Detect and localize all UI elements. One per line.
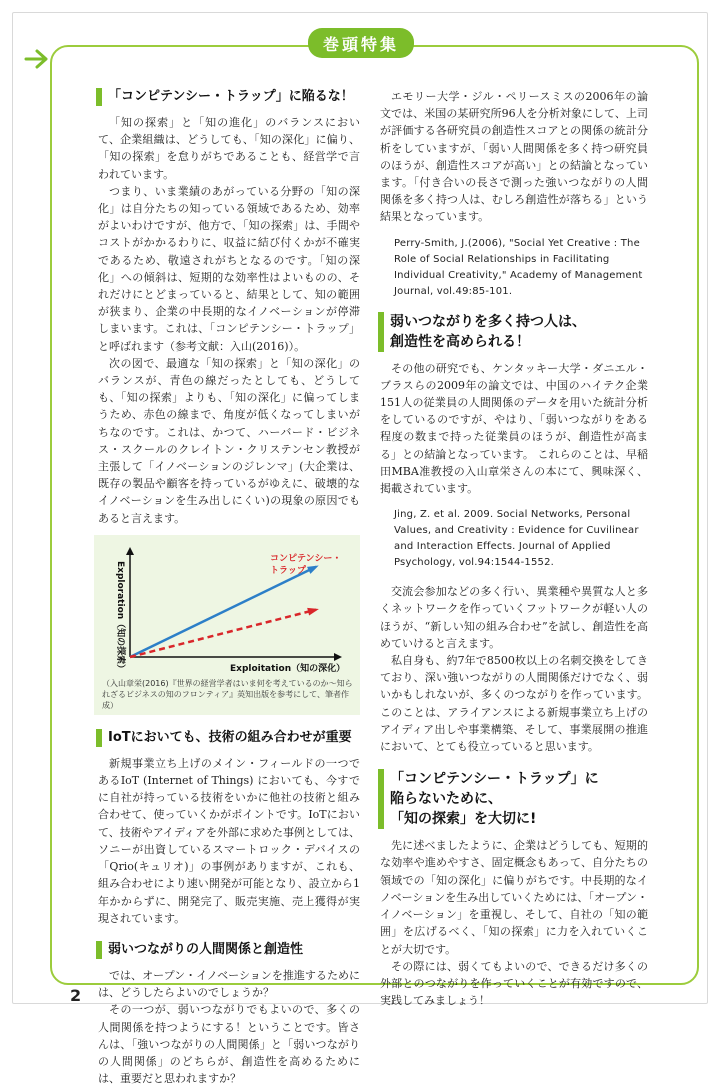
x-axis-arrowhead xyxy=(334,653,342,661)
left-column xyxy=(98,88,360,1087)
exploration-exploitation-chart xyxy=(94,535,360,715)
heading-line: 陥らないために、 xyxy=(390,791,502,808)
paragraph: では、オープン・イノベーションを推進するためには、どうしたらよいのでしょうか？ xyxy=(98,968,360,1000)
paragraph: 交流会参加などの多く行い、異業種や異質な人と多くネットワークを作っていくフットワークが軽い人のほうが、“新しい知の組み合わせ”を試し、創造性を高めていけると言えます。 xyxy=(380,585,648,650)
paragraph: つまり、いま業績のあがっている分野の「知の深化」は自分たちの知っている領域であるため、効率がよいわけですが、他方で、「知の探索」は、手間やコストがかかるわりに、収益に結び付くかが不確実であるため、敬遠されがちとなるのです。「知の深化」への傾斜は、短期的な効率性はよいものの、それだけにとどまっていると、結果として、知の範囲が狭まり、企業の中長期的なイノベーションが停滞しまいます。これは、「コンピテンシー・トラップ」と呼ばれます（参考文献：入山(2016)）。 xyxy=(98,184,360,353)
x-axis-label: Exploitation（知の深化） xyxy=(230,663,346,674)
arrow-right-icon xyxy=(24,48,50,70)
section-heading-iot: IoTにおいても、技術の組み合わせが重要 xyxy=(96,729,360,747)
paragraph: 「知の探索」と「知の進化」のバランスにおいて、企業組織は、どうしても、「知の深化」に偏り、「知の探索」を怠りがちであることも、経営学で言われています。 xyxy=(98,116,360,181)
heading-line: 創造性を高められる！ xyxy=(390,333,530,350)
series-line-1 xyxy=(130,567,316,657)
reference-jing: Jing, Z. et al. 2009. Social Networks, Personal Values, and Creativity : Evidence for Cuvilinear and Interaction Effects. Journal of Applied Psychology, vol.94:1544-1552. xyxy=(394,509,639,569)
reference-perry-smith: Perry-Smith, J.(2006), "Social Yet Creative : The Role of Social Relationships in Facilitating Individual Creativity," Academy of Management Journal, vol.49:85-101. xyxy=(394,237,643,297)
paragraph: 先に述べましたように、企業はどうしても、短期的な効率や進めやすさ、固定概念もあって、自分たちの領域での「知の深化」に偏りがちです。中長期的なイノベーションを生み出していくためには、「オープン・イノベーション」を重視し、そして、自社の「知の範囲」を広げるべく、「知の探索」に力を入れていくことが大切です。 xyxy=(380,839,648,956)
series-annotation-label: トラップ xyxy=(270,565,306,576)
right-column xyxy=(380,88,648,1009)
series-annotation-label: コンピテンシー・ xyxy=(270,553,342,564)
heading-line: 弱いつながりを多く持つ人は、 xyxy=(390,313,586,330)
series-arrowhead-1 xyxy=(307,565,319,573)
section-heading-avoid-trap xyxy=(378,769,648,829)
heading-line: 「コンピテンシー・トラップ」に xyxy=(390,771,599,788)
series-line-2 xyxy=(130,610,316,657)
paragraph: 次の図で、最適な「知の探索」と「知の深化」のバランスが、青色の線だったとしても、どうしても、「知の探索」よりも、「知の深化」に偏ってしまうため、赤色の線まで、角度が低くなってしまいがちなのです。これは、かつて、ハーバード・ビジネス・スクールのクレイトン・クリステンセン教授が主張して「イノベーションのジレンマ」(大企業は、既存の製品や顧客を持っているがゆえに、破壊的なイノベーションを生み出しにくい)の現象の原因でもあると言えます。 xyxy=(98,356,360,525)
section-heading-weak-ties: 弱いつながりの人間関係と創造性 xyxy=(96,941,360,959)
chart-caption: （入山章栄(2016)『世界の経営学者はいま何を考えているのか～知られざるビジネスの知のフロンティア』英知出版を参考にして、筆者作成） xyxy=(102,678,353,710)
paragraph: その一つが、弱いつながりでもよいので、多くの人間関係を持つようにする！ということです。皆さんは、「強いつながりの人間関係」と「弱いつながりの人間関係」のどちらが、創造性を高めるためには、重要だと思われますか？ xyxy=(98,1003,360,1086)
section-heading-weak-ties-creativity xyxy=(378,312,648,352)
paragraph: 新規事業立ち上げのメイン・フィールドの一つであるIoT (Internet of Things) においても、今すでに自社が持っている技術をいかに他社の技術と組み合わせて、使っていくかがポイントです。IoTにおいて、技術やアイディアを外部に求めた事例としては、ソニーが出資しているスマートロック・デバイスの「Qrio(キュリオ)」の事例がありますが、これも、組み合わせにより速い開発が可能となり、設立から1年かからずに、開発完了、販売実施、売上獲得が実現されています。 xyxy=(98,756,360,925)
y-axis-arrowhead xyxy=(126,547,134,555)
section-heading-competency-trap: 「コンピテンシー・トラップ」に陥るな！ xyxy=(96,88,360,106)
paragraph: その際には、弱くてもよいので、できるだけ多くの外部とのつながりを作っていくことが有効ですので、実践してみましょう！ xyxy=(380,959,648,1008)
page-number: 2 xyxy=(70,986,82,1005)
paragraph: その他の研究でも、ケンタッキー大学・ダニエル・ブラスらの2009年の論文では、中国のハイテク企業151人の従業員の人間関係のデータを用いた統計分析をしているのですが、やはり、「弱いつながりをある程度の数まで持った従業員のほうが、創造性が高まる」との結論となっています。 これらのことは、早稲田MBA准教授の入山章栄さんの本にて、興味深く、掲載されています。 xyxy=(380,361,648,496)
y-axis-label: Exploration（知の探索） xyxy=(115,560,125,674)
heading-line: 「知の探索」を大切に! xyxy=(390,811,537,828)
feature-tab-label: 巻頭特集 xyxy=(308,28,414,58)
paragraph: 私自身も、約7年で8500枚以上の名刺交換をしてきており、深い強いつながりの人間関係だけでなく、弱いかもしれないが、多くのつながりを作っています。このことは、アライアンスによる新規事業立ち上げのアイディア出しや事業構築、そして、事業展開の推進において、とても役立っていると思います。 xyxy=(380,654,648,754)
paragraph: エモリー大学・ジル・ペリースミスの2006年の論文では、米国の某研究所96人を分析対象にして、上司が評価する各研究員の創造性スコアとの関係の統計分析をしていますが、「弱い人間関係を多く持つ研究員のほうが、創造性スコアが高い」との結論となっています。「付き合いの長さで測った強いつながりの人間関係を多く持つ人は、むしろ創造性が落ちる」という結果となっています。 xyxy=(380,90,648,224)
series-arrowhead-2 xyxy=(307,608,319,616)
